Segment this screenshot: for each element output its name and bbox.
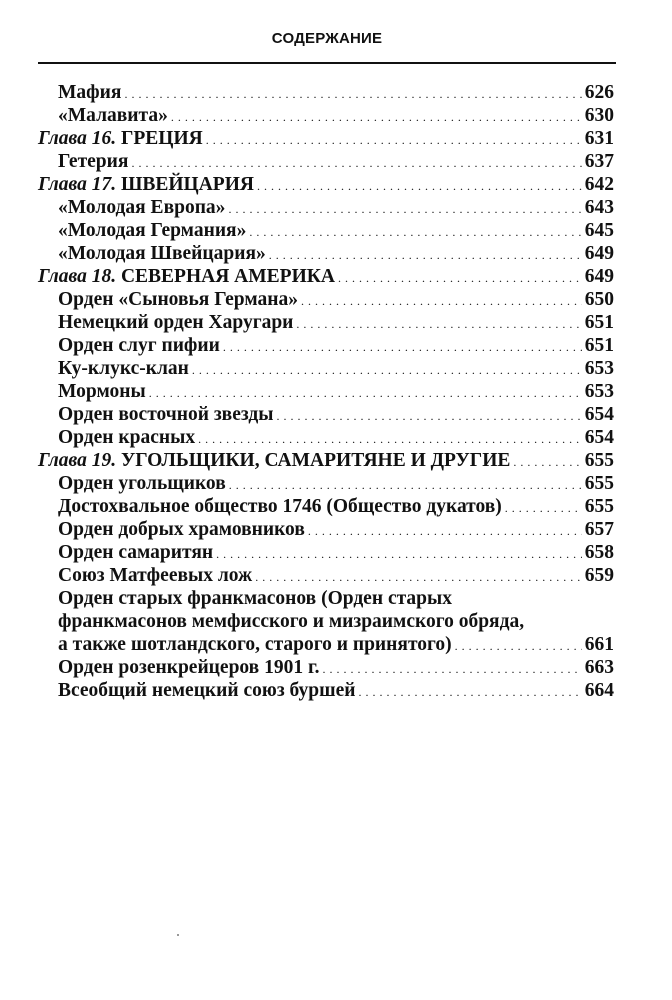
toc-entry[interactable] (38, 656, 614, 679)
page-number: 655 (584, 496, 614, 517)
dot-leader (216, 541, 582, 566)
dot-leader (255, 564, 582, 589)
entry-title: Мафия (58, 82, 122, 103)
page-number: 651 (584, 335, 614, 356)
page-number: 653 (584, 381, 614, 402)
toc-chapter-entry[interactable] (38, 127, 614, 150)
page-number: 637 (584, 151, 614, 172)
entry-title: «Молодая Германия» (58, 220, 247, 241)
dot-leader (131, 150, 581, 175)
dot-leader (192, 357, 582, 382)
page-number: 664 (584, 680, 614, 701)
entry-title: Гетерия (58, 151, 129, 172)
page-number: 650 (584, 289, 614, 310)
entry-title: УГОЛЬЩИКИ, САМАРИТЯНЕ И ДРУГИЕ (120, 450, 511, 471)
page-number: 642 (584, 174, 614, 195)
toc-entry[interactable] (38, 495, 614, 518)
toc-entry[interactable] (38, 564, 614, 587)
dot-leader (323, 656, 582, 681)
toc-entry[interactable] (38, 150, 614, 173)
page-number: 626 (584, 82, 614, 103)
toc-entry[interactable] (38, 426, 614, 449)
entry-title: Орден слуг пифии (58, 335, 220, 356)
toc-entry[interactable] (38, 81, 614, 104)
toc-entry[interactable] (38, 472, 614, 495)
page-number: 649 (584, 243, 614, 264)
toc-chapter-entry[interactable] (38, 449, 614, 472)
print-speck (177, 934, 179, 936)
toc-entry-continuation: франкмасонов мемфисского и мизраимского обряда, (58, 611, 525, 632)
toc-entry[interactable] (38, 219, 614, 242)
page-header (38, 30, 616, 48)
page-number: 653 (584, 358, 614, 379)
dot-leader (171, 104, 582, 129)
entry-title: Орден самаритян (58, 542, 214, 563)
page-number: 655 (584, 473, 614, 494)
dot-leader (228, 196, 581, 221)
chapter-number: Глава 17. (38, 174, 117, 195)
toc-entry[interactable] (38, 242, 614, 265)
dot-leader (229, 472, 582, 497)
entry-title: СЕВЕРНАЯ АМЕРИКА (120, 266, 335, 287)
page-number: 654 (584, 404, 614, 425)
toc-entry[interactable] (38, 380, 614, 403)
entry-title: Ку-клукс-клан (58, 358, 189, 379)
dot-leader (124, 81, 581, 106)
entry-title: а также шотландского, старого и принятого) (58, 634, 452, 655)
toc-chapter-entry[interactable] (38, 173, 614, 196)
toc-entry-continuation: Орден старых франкмасонов (Орден старых (58, 588, 452, 609)
dot-leader (455, 633, 582, 658)
page-number: 649 (584, 266, 614, 287)
entry-title: Орден добрых храмовников (58, 519, 305, 540)
entry-title: Всеобщий немецкий союз буршей (58, 680, 356, 701)
page-number: 661 (584, 634, 614, 655)
toc-entry[interactable] (38, 104, 614, 127)
dot-leader (513, 449, 581, 474)
chapter-number: Глава 18. (38, 266, 117, 287)
toc-entry[interactable] (38, 403, 614, 426)
toc-entry[interactable] (38, 334, 614, 357)
dot-leader (198, 426, 582, 451)
toc-entry[interactable] (38, 311, 614, 334)
page-number: 659 (584, 565, 614, 586)
entry-title: Орден розенкрейцеров 1901 г. (58, 657, 320, 678)
dot-leader (308, 518, 582, 543)
dot-leader (223, 334, 582, 359)
dot-leader (505, 495, 582, 520)
entry-title: Мормоны (58, 381, 146, 402)
entry-title: Достохвальное общество 1746 (Общество дукатов) (58, 496, 502, 517)
page-number: 655 (584, 450, 614, 471)
dot-leader (276, 403, 581, 428)
dot-leader (269, 242, 582, 267)
entry-title: Орден красных (58, 427, 196, 448)
toc-entry[interactable] (38, 541, 614, 564)
entry-title: Орден «Сыновья Германа» (58, 289, 298, 310)
entry-title: «Молодая Швейцария» (58, 243, 266, 264)
dot-leader (257, 173, 582, 198)
toc-entry[interactable] (38, 518, 614, 541)
toc-entry[interactable] (38, 633, 614, 656)
page-number: 651 (584, 312, 614, 333)
table-of-contents (38, 81, 614, 702)
dot-leader (338, 265, 582, 290)
page-number: 657 (584, 519, 614, 540)
dot-leader (296, 311, 581, 336)
page-number: 645 (584, 220, 614, 241)
entry-title: Орден восточной звезды (58, 404, 274, 425)
dot-leader (358, 679, 581, 704)
dot-leader (149, 380, 582, 405)
page-number: 630 (584, 105, 614, 126)
toc-entry[interactable] (38, 288, 614, 311)
page-number: 663 (584, 657, 614, 678)
entry-title: Немецкий орден Харугари (58, 312, 294, 333)
entry-title: «Молодая Европа» (58, 197, 226, 218)
page-number: 654 (584, 427, 614, 448)
page-number: 631 (584, 128, 614, 149)
entry-title: ГРЕЦИЯ (120, 128, 203, 149)
dot-leader (301, 288, 582, 313)
page-number: 643 (584, 197, 614, 218)
dot-leader (206, 127, 582, 152)
page-number: 658 (584, 542, 614, 563)
toc-entry[interactable] (38, 679, 614, 702)
entry-title: Союз Матфеевых лож (58, 565, 253, 586)
toc-chapter-entry[interactable] (38, 265, 614, 288)
header-rule (38, 62, 616, 64)
dot-leader (249, 219, 581, 244)
chapter-number: Глава 19. (38, 450, 117, 471)
entry-title: ШВЕЙЦАРИЯ (120, 174, 254, 195)
entry-title: «Малавита» (58, 105, 168, 126)
page-title: СОДЕРЖАНИЕ (271, 30, 383, 47)
toc-entry[interactable] (38, 196, 614, 219)
chapter-number: Глава 16. (38, 128, 117, 149)
toc-entry[interactable] (38, 357, 614, 380)
entry-title: Орден угольщиков (58, 473, 226, 494)
